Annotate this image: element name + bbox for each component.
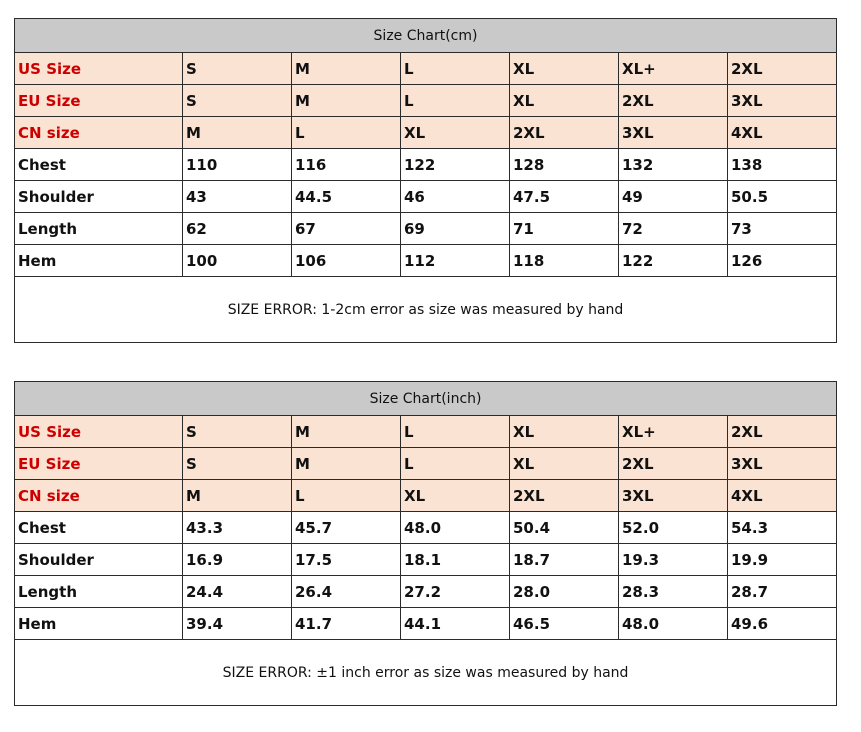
measurement-cell: 18.7	[510, 544, 619, 576]
measurement-cell: 24.4	[183, 576, 292, 608]
measurement-label: Shoulder	[15, 544, 183, 576]
note-row	[15, 640, 837, 706]
measurement-cell: 28.3	[619, 576, 728, 608]
size-cell: XL	[510, 85, 619, 117]
measurement-label: Chest	[15, 149, 183, 181]
size-cell: XL	[401, 480, 510, 512]
measurement-cell: 62	[183, 213, 292, 245]
measurement-cell: 45.7	[292, 512, 401, 544]
measurement-cell: 48.0	[619, 608, 728, 640]
size-cell: 4XL	[728, 117, 837, 149]
measurement-label: Hem	[15, 608, 183, 640]
measurement-cell: 73	[728, 213, 837, 245]
measurement-cell: 43	[183, 181, 292, 213]
measurement-label: Length	[15, 576, 183, 608]
measurement-cell: 100	[183, 245, 292, 277]
measurement-cell: 112	[401, 245, 510, 277]
size-system-label: US Size	[15, 53, 183, 85]
size-chart-inch	[14, 381, 837, 706]
size-cell: S	[183, 53, 292, 85]
size-cell: XL	[510, 53, 619, 85]
size-cell: 2XL	[619, 85, 728, 117]
size-cell: 2XL	[728, 53, 837, 85]
size-cell: L	[401, 416, 510, 448]
measurement-label: Chest	[15, 512, 183, 544]
measurement-cell: 122	[401, 149, 510, 181]
measurement-cell: 126	[728, 245, 837, 277]
measurement-cell: 28.7	[728, 576, 837, 608]
size-cell: XL	[510, 448, 619, 480]
measurement-row	[15, 512, 837, 544]
measurement-label: Length	[15, 213, 183, 245]
measurement-row	[15, 576, 837, 608]
measurement-cell: 18.1	[401, 544, 510, 576]
measurement-cell: 128	[510, 149, 619, 181]
size-cell: S	[183, 416, 292, 448]
measurement-cell: 106	[292, 245, 401, 277]
measurement-row	[15, 181, 837, 213]
size-cell: 3XL	[619, 480, 728, 512]
size-cell: XL+	[619, 416, 728, 448]
size-cell: XL	[510, 416, 619, 448]
size-cell: L	[401, 448, 510, 480]
measurement-cell: 19.9	[728, 544, 837, 576]
size-cell: M	[183, 480, 292, 512]
size-chart-cm	[14, 18, 837, 343]
size-cell: 2XL	[510, 480, 619, 512]
size-cell: L	[292, 480, 401, 512]
measurement-cell: 69	[401, 213, 510, 245]
size-row	[15, 416, 837, 448]
measurement-cell: 49	[619, 181, 728, 213]
measurement-cell: 17.5	[292, 544, 401, 576]
measurement-cell: 122	[619, 245, 728, 277]
measurement-cell: 39.4	[183, 608, 292, 640]
size-cell: M	[292, 53, 401, 85]
size-error-note: SIZE ERROR: ±1 inch error as size was measured by hand	[15, 640, 837, 706]
measurement-cell: 27.2	[401, 576, 510, 608]
measurement-cell: 47.5	[510, 181, 619, 213]
size-cell: M	[292, 416, 401, 448]
measurement-cell: 48.0	[401, 512, 510, 544]
size-system-label: US Size	[15, 416, 183, 448]
size-system-label: EU Size	[15, 85, 183, 117]
size-row	[15, 117, 837, 149]
size-cell: 3XL	[728, 448, 837, 480]
size-cell: L	[292, 117, 401, 149]
size-cell: XL+	[619, 53, 728, 85]
measurement-cell: 52.0	[619, 512, 728, 544]
measurement-cell: 43.3	[183, 512, 292, 544]
size-cell: S	[183, 448, 292, 480]
size-cell: 2XL	[619, 448, 728, 480]
size-cell: L	[401, 85, 510, 117]
measurement-cell: 49.6	[728, 608, 837, 640]
measurement-row	[15, 544, 837, 576]
measurement-row	[15, 213, 837, 245]
measurement-cell: 116	[292, 149, 401, 181]
size-cell: 2XL	[728, 416, 837, 448]
measurement-cell: 19.3	[619, 544, 728, 576]
chart-title-row	[15, 382, 837, 416]
measurement-cell: 72	[619, 213, 728, 245]
size-error-note: SIZE ERROR: 1-2cm error as size was measured by hand	[15, 277, 837, 343]
chart-title: Size Chart(inch)	[15, 382, 837, 416]
size-row	[15, 448, 837, 480]
measurement-cell: 138	[728, 149, 837, 181]
size-row	[15, 85, 837, 117]
size-cell: L	[401, 53, 510, 85]
size-cell: 3XL	[728, 85, 837, 117]
measurement-cell: 54.3	[728, 512, 837, 544]
size-row	[15, 53, 837, 85]
measurement-cell: 46	[401, 181, 510, 213]
note-row	[15, 277, 837, 343]
measurement-row	[15, 149, 837, 181]
measurement-cell: 26.4	[292, 576, 401, 608]
measurement-row	[15, 245, 837, 277]
size-cell: 4XL	[728, 480, 837, 512]
measurement-row	[15, 608, 837, 640]
measurement-cell: 71	[510, 213, 619, 245]
size-cell: 3XL	[619, 117, 728, 149]
size-system-label: EU Size	[15, 448, 183, 480]
size-cell: 2XL	[510, 117, 619, 149]
size-row	[15, 480, 837, 512]
size-system-label: CN size	[15, 117, 183, 149]
measurement-cell: 50.5	[728, 181, 837, 213]
measurement-cell: 67	[292, 213, 401, 245]
measurement-cell: 110	[183, 149, 292, 181]
measurement-cell: 46.5	[510, 608, 619, 640]
measurement-cell: 50.4	[510, 512, 619, 544]
measurement-cell: 44.5	[292, 181, 401, 213]
size-system-label: CN size	[15, 480, 183, 512]
measurement-label: Shoulder	[15, 181, 183, 213]
measurement-cell: 28.0	[510, 576, 619, 608]
measurement-cell: 44.1	[401, 608, 510, 640]
measurement-label: Hem	[15, 245, 183, 277]
size-cell: M	[292, 85, 401, 117]
size-cell: S	[183, 85, 292, 117]
size-cell: M	[292, 448, 401, 480]
measurement-cell: 132	[619, 149, 728, 181]
size-cell: M	[183, 117, 292, 149]
measurement-cell: 118	[510, 245, 619, 277]
measurement-cell: 41.7	[292, 608, 401, 640]
chart-title: Size Chart(cm)	[15, 19, 837, 53]
size-cell: XL	[401, 117, 510, 149]
chart-title-row	[15, 19, 837, 53]
measurement-cell: 16.9	[183, 544, 292, 576]
